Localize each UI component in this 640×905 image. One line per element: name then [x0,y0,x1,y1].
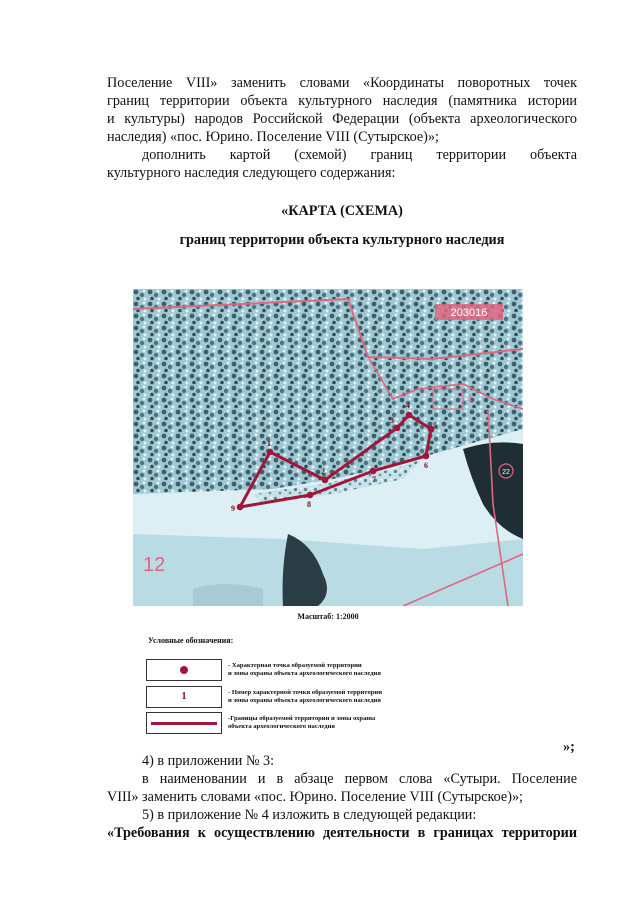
body-line: культурного наследия следующего содержания: [107,165,396,181]
boundary-point [237,504,244,511]
plot-label: 1 [468,393,474,403]
closing-quote: »; [563,739,575,755]
point-label: 4 [406,401,410,410]
boundary-point [406,412,413,419]
point-label: 9 [231,504,235,513]
body-line: Поселение VIII» заменить словами «Координаты поворотных точек [107,75,577,91]
body-line: и культуры) народов Российской Федерации (объекта археологического [107,111,577,127]
legend-text: и зоны охраны объекта археологического наследия [228,697,381,704]
point-label: 6 [424,461,428,470]
map-image [133,289,523,606]
body-line: 5) в приложение № 4 изложить в следующей редакции: [142,807,477,823]
legend-text: -Границы образуемой территории и зоны охраны [228,715,376,722]
legend-text: объекта археологического наследия [228,723,335,730]
body-line-bold: «Требования к осуществлению деятельности в границах территории [107,825,577,841]
body-line: VIII» заменить словами «пос. Юрино. Поселение VIII (Сутырское)»; [107,789,523,805]
water-lower [193,584,263,606]
boundary-point [267,449,274,456]
legend-text: - Номер характерной точки образуемой территории [228,689,383,696]
point-label: 7 [372,475,376,484]
point-label: 5 [433,421,437,430]
cadastral-label: 203016 [450,307,488,319]
plot-label: 22 [502,469,510,476]
boundary-point [322,477,329,484]
boundary-line-icon [151,722,217,725]
boundary-point [394,425,401,432]
legend-text: - Характерная точка образуемой территории [228,662,362,669]
legend-box-number: 1 [146,686,222,708]
legend-box-boundary [146,712,222,734]
map-scale: Масштаб: 1:2000 [297,612,359,621]
sheet-number: 12 [143,554,166,576]
body-line: дополнить картой (схемой) границ территории объекта [142,147,577,163]
map-subtitle: границ территории объекта культурного наследия [179,232,505,248]
point-label: 8 [307,500,311,509]
boundary-point [370,468,377,475]
body-line: 4) в приложении № 3: [142,753,275,769]
point-label: 3 [390,416,394,425]
point-marker-icon [180,666,188,674]
body-line: границ территории объекта культурного наследия (памятника истории [107,93,577,109]
body-line: наследия) «пос. Юрино. Поселение VIII (Сутырское)»; [107,129,439,145]
body-line: в наименовании и в абзаце первом слова «Сутыри. Поселение [142,771,577,787]
legend-text: и зоны охраны объекта археологического наследия [228,670,381,677]
point-label: 2 [321,467,325,476]
legend-title: Условные обозначения: [148,636,234,645]
point-label: 1 [267,439,271,448]
boundary-point [423,453,430,460]
boundary-point [307,492,314,499]
legend-box-point [146,659,222,681]
map-title: «КАРТА (СХЕМА) [281,203,403,219]
